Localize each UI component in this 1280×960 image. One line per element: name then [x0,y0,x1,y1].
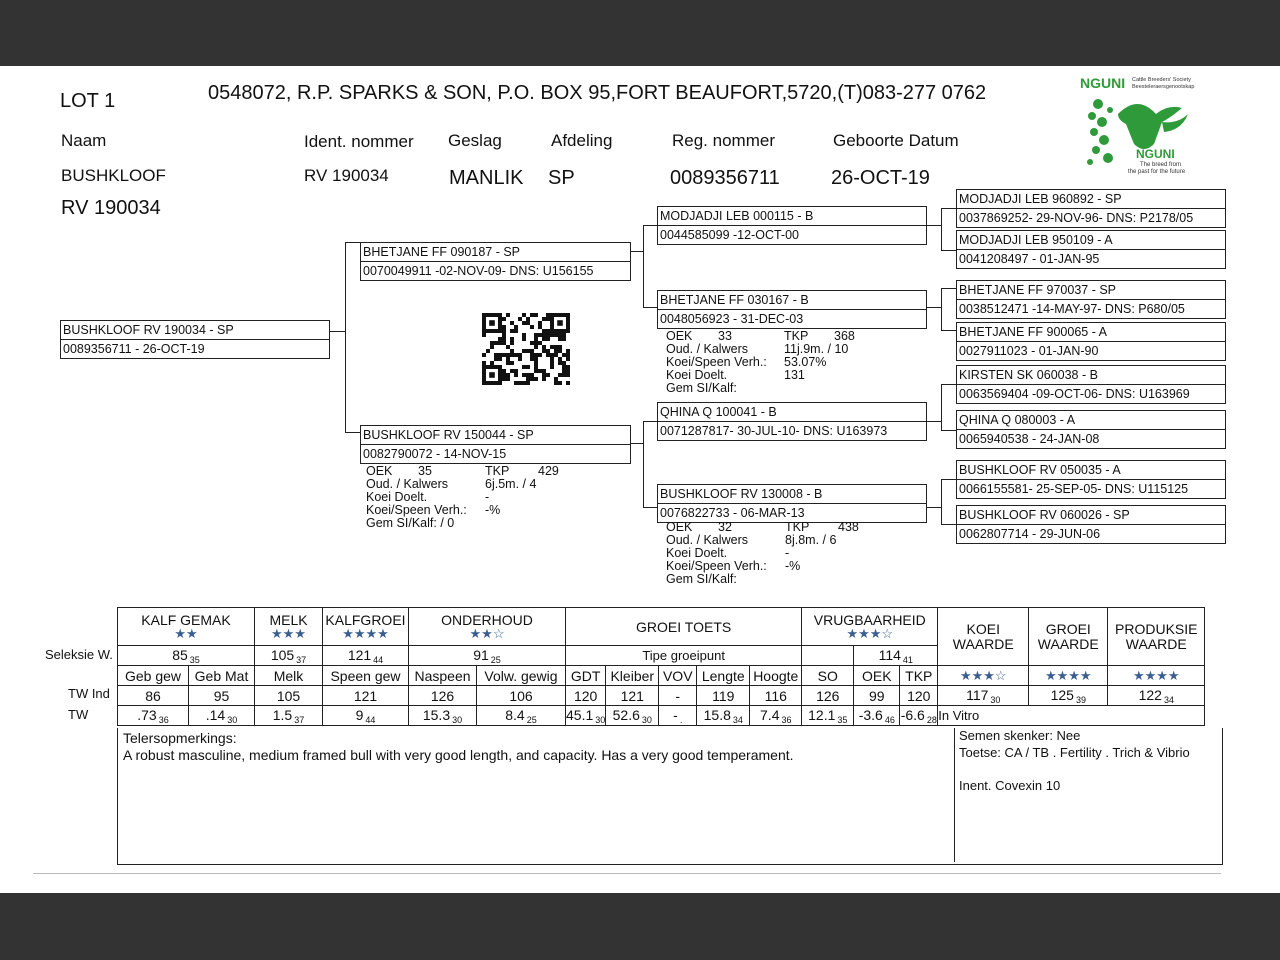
sel-empty [802,646,854,666]
ds-box [657,402,927,441]
tw-acc: 34 [732,714,743,725]
ssd-name: MODJADJI LEB 950109 - A [957,231,1225,250]
stat-value: 368 [834,329,855,343]
column-header: VOV [659,666,697,686]
tw-value [189,706,255,726]
id-large: RV 190034 [61,197,161,219]
remarks-label: Telersopmerkings: [123,730,237,746]
group-produksie-waarde: PRODUKSIE WAARDE [1108,608,1205,666]
stat-label: Gem SI/Kalf: [666,572,737,586]
dd-box [657,484,927,523]
tw-score: 7.4 [760,706,780,723]
column-header: Melk [255,666,323,686]
ds-name: QHINA Q 100041 - B [658,403,926,422]
connector [345,242,360,243]
dam-box [360,425,631,464]
stat-label: Koei Doelt. [366,490,428,504]
logo-tag1: The breed from [1140,162,1182,168]
sdd-box [956,322,1226,361]
column-header-row [118,666,1205,686]
connector [629,443,643,444]
tw-score: 45.1 [566,706,594,723]
dss-name: KIRSTEN SK 060038 - B [957,366,1225,385]
group-label: MELK [269,611,308,628]
star-rating: ★★★★ [1029,666,1108,686]
breeder-line: 0548072, R.P. SPARKS & SON, P.O. BOX 95,FORT BEAUFORT,5720,(T)083-277 0762 [208,82,987,104]
bottom-rule [33,873,1221,874]
sel-onderhoud [409,646,566,666]
waarde-value [938,686,1029,706]
qr-code [482,313,570,385]
row-label-twind: TW Ind [68,686,110,701]
column-header: GDT [566,666,606,686]
sds-name: BHETJANE FF 970037 - SP [957,281,1225,300]
performance-table [117,607,1205,726]
connector [643,507,657,508]
row-label-tw: TW [68,707,89,722]
connector [941,430,956,431]
tw-value [697,706,750,726]
tw-score: 12.1 [808,706,836,723]
tw-score: -6.6 [900,706,925,723]
dds-box [956,460,1226,499]
tw-acc: 28 [926,714,937,725]
connector [643,225,644,307]
star-rating: ★★★☆ [938,666,1029,686]
remarks-box [117,728,1223,865]
connector [925,507,941,508]
tw-ind-value: 126 [409,686,477,706]
connector [941,384,956,385]
value-geboorte: 26-OCT-19 [831,167,930,189]
dd-name: BUSHKLOOF RV 130008 - B [658,485,926,504]
tw-score: 15.8 [703,706,731,723]
sd-name: BHETJANE FF 030167 - B [658,291,926,310]
sss-reg: 0037869252- 29-NOV-96- DNS: P2178/05 [959,211,1194,225]
tw-value [118,706,189,726]
label-afdeling: Afdeling [551,131,613,150]
connector [941,524,956,525]
star-rating: ★★ [174,625,198,641]
tw-ind-value: 126 [802,686,854,706]
sel-melk [255,646,323,666]
stat-label: OEK [366,464,393,478]
logo-word2: NGUNI [1136,147,1175,161]
sel-acc: 35 [189,654,200,665]
sd-reg: 0048056923 - 31-DEC-03 [660,312,804,326]
tw-acc: 46 [884,714,895,725]
tw-ind-value: 106 [477,686,566,706]
tw-ind-value: 121 [323,686,409,706]
group-vrugbaarheid [802,608,938,646]
waarde-value [1029,686,1108,706]
column-header: TKP [900,666,938,686]
connector [925,225,941,226]
tw-acc: 44 [365,714,376,725]
tw-value [255,706,323,726]
tw-acc: 30 [595,714,606,725]
stat-label: Oud. / Kalwers [366,477,448,491]
tw-value [566,706,606,726]
group-onderhoud [409,608,566,646]
stat-value: 6j.5m. / 4 [485,477,537,491]
sel-vrug [854,646,938,666]
tw-ind-value: 120 [566,686,606,706]
logo-word: NGUNI [1080,75,1126,91]
tw-value [900,706,938,726]
stat-label: Koei/Speen Verh.: [666,355,767,369]
ss-reg: 0044585099 -12-OCT-00 [660,228,799,242]
connector [941,479,956,480]
sel-acc: 25 [490,654,501,665]
tw-score: .73 [137,706,157,723]
stat-label: Koei/Speen Verh.: [366,503,467,517]
tw-value [854,706,900,726]
label-reg: Reg. nommer [672,131,775,150]
stat-value: 53.07% [784,355,827,369]
connector [941,384,942,430]
vaccination: Inent. Covexin 10 [959,778,1061,793]
dd-reg: 0076822733 - 06-MAR-13 [660,506,805,520]
sel-kalf [118,646,255,666]
column-header: OEK [854,666,900,686]
sdd-reg: 0027911023 - 01-JAN-90 [959,344,1099,358]
group-groei-toets: GROEI TOETS [566,608,802,646]
stat-label: Koei Doelt. [666,546,728,560]
stat-value: -% [485,503,501,517]
semen-donor: Semen skenker: Nee [959,728,1081,743]
tw-value [802,706,854,726]
waarde-score: 125 [1050,686,1074,703]
dsd-name: QHINA Q 080003 - A [957,411,1225,430]
column-header: Volw. gewig [477,666,566,686]
value-naam: BUSHKLOOF [61,166,166,185]
ddd-box [956,505,1226,544]
tw-score: 52.6 [612,706,640,723]
value-ident: RV 190034 [304,166,389,185]
tw-score: -3.6 [858,706,883,723]
tw-ind-value: 86 [118,686,189,706]
ddd-name: BUSHKLOOF RV 060026 - SP [957,506,1225,525]
label-naam: Naam [61,131,107,150]
connector [941,288,956,289]
dam-reg: 0082790072 - 14-NOV-15 [363,447,507,461]
stat-label: Koei/Speen Verh.: [666,559,767,573]
connector [345,242,346,433]
group-kalfgroei [323,608,409,646]
tw-acc: 30 [641,714,652,725]
label-geboorte: Geboorte Datum [833,131,959,150]
column-header: Hoogte [750,666,802,686]
animal-reg: 0089356711 - 26-OCT-19 [63,342,205,356]
connector [941,479,942,524]
group-groei-waarde: GROEI WAARDE [1029,608,1108,666]
stat-label: TKP [784,329,809,343]
connector [925,421,941,422]
label-ident: Ident. nommer [304,132,414,151]
waarde-acc: 39 [1075,694,1086,705]
column-header: Geb Mat [189,666,255,686]
waarde-score: 122 [1138,686,1162,703]
stat-value: - [785,546,790,560]
group-koei-waarde: KOEI WAARDE [938,608,1029,666]
group-kalf-gemak [118,608,255,646]
remarks-text: A robust masculine, medium framed bull with very good length, and capacity. Has a very good temperament. [123,747,794,763]
tw-ind-value: 116 [750,686,802,706]
tw-acc: 36 [781,714,792,725]
connector [629,251,643,252]
stat-label: OEK [666,329,693,343]
stats-dam [366,465,559,530]
sel-acc: 37 [296,654,307,665]
logo-tag2: the past for the future [1128,169,1186,175]
tw-score: 15.3 [422,706,451,723]
column-header: Naspeen [409,666,477,686]
label-geslag: Geslag [448,131,502,150]
dss-reg: 0063569404 -09-OCT-06- DNS: U163969 [959,387,1190,401]
sel-value: 105 [270,646,295,663]
sire-box [360,242,631,281]
column-header: Geb gew [118,666,189,686]
star-rating: ★★★ [271,625,306,641]
waarde-value [1108,686,1205,706]
ss-box [657,206,927,245]
ssd-reg: 0041208497 - 01-JAN-95 [959,252,1100,266]
tw-score: - [673,706,678,723]
stat-label: OEK [666,520,693,534]
lot-number: LOT 1 [60,90,116,112]
group-label: VRUGBAARHEID [813,611,926,628]
column-header: Lengte [697,666,750,686]
tw-value [477,706,566,726]
tw-acc: 35 [837,714,848,725]
stat-value: 33 [718,329,732,343]
connector [941,208,956,209]
star-rating: ★★★☆ [846,625,894,641]
tw-acc: 25 [526,714,537,725]
stat-value: 32 [718,520,732,534]
sdd-name: BHETJANE FF 900065 - A [957,323,1225,342]
dsd-box [956,410,1226,449]
sel-acc: 44 [373,654,384,665]
tw-value [323,706,409,726]
dds-name: BUSHKLOOF RV 050035 - A [957,461,1225,480]
waarde-score: 117 [966,686,989,703]
waarde-acc: 34 [1163,694,1174,705]
star-rating: ★★☆ [469,625,505,641]
tw-ind-value: 105 [255,686,323,706]
stat-value: 8j.8m. / 6 [785,533,837,547]
stat-label: Gem SI/Kalf: [666,381,737,395]
sss-name: MODJADJI LEB 960892 - SP [957,190,1225,209]
stats-sd [666,330,855,395]
value-geslag: MANLIK [449,167,524,189]
stat-value: 429 [538,464,559,478]
in-vitro: In Vitro [938,706,1205,726]
value-afdeling: SP [548,167,575,189]
sire-reg: 0070049911 -02-NOV-09- DNS: U156155 [363,264,594,278]
tw-acc: 30 [452,714,463,725]
row-label-seleksie: Seleksie W. [45,647,113,662]
value-reg: 0089356711 [670,167,780,189]
tw-ind-value: 119 [697,686,750,706]
sel-value: 91 [473,646,489,663]
tw-score: 8.4 [505,706,525,723]
dam-name: BUSHKLOOF RV 150044 - SP [361,426,630,445]
stat-value: 35 [418,464,432,478]
stat-value: 11j.9m. / 10 [784,342,849,356]
tw-ind-value: 121 [606,686,659,706]
group-melk [255,608,323,646]
tw-score: 1.5 [272,706,293,723]
ddd-reg: 0062807714 - 29-JUN-06 [959,527,1101,541]
connector [941,208,942,250]
connector [643,421,644,507]
tipe-groeipunt: Tipe groeipunt [566,646,802,666]
column-header: Kleiber [606,666,659,686]
ds-reg: 0071287817- 30-JUL-10- DNS: U163973 [660,424,888,438]
stat-label: Gem SI/Kalf: / 0 [366,516,455,530]
column-header: Speen gew [323,666,409,686]
tw-ind-row [118,686,1205,706]
connector [941,288,942,330]
pedigree-sheet [0,66,1280,893]
ss-name: MODJADJI LEB 000115 - B [658,207,926,226]
tw-acc: . [679,714,683,725]
stat-label: TKP [785,520,810,534]
stat-value: 438 [838,520,859,534]
tw-acc: 30 [227,714,238,725]
dss-box [956,365,1226,404]
column-header: SO [802,666,854,686]
tw-ind-value: 99 [854,686,900,706]
sd-box [657,290,927,329]
tw-value [659,706,697,726]
connector [345,432,360,433]
tests: Toetse: CA / TB . Fertility . Trich & Vibrio [959,745,1190,760]
sss-box [956,189,1226,228]
nguni-logo [1078,74,1210,178]
sel-value: 114 [878,646,901,663]
sds-box [956,280,1226,319]
logo-line1: Cattle Breeders' Society [1132,77,1191,83]
group-label: KALF GEMAK [141,611,231,628]
waarde-acc: 30 [990,694,1001,705]
connector [941,330,956,331]
connector [329,331,345,332]
connector [643,421,657,422]
tw-value [409,706,477,726]
tw-acc: 37 [294,714,305,725]
stat-label: TKP [485,464,510,478]
stat-value: 131 [784,368,805,382]
group-label: KALFGROEI [325,611,406,628]
sire-name: BHETJANE FF 090187 - SP [361,243,630,262]
tw-value [750,706,802,726]
dds-reg: 0066155581- 25-SEP-05- DNS: U115125 [959,482,1189,496]
tw-ind-value: 95 [189,686,255,706]
sel-value: 85 [172,646,188,663]
animal-name: BUSHKLOOF RV 190034 - SP [61,321,329,340]
logo-line2: Beesteleraersgenootskap [1132,84,1195,90]
top-dark-bar [0,0,1280,66]
sel-acc: 41 [902,654,913,665]
tw-score: 9 [355,706,364,723]
ssd-box [956,230,1226,269]
tw-row [118,706,1205,726]
sel-kalfgroei [323,646,409,666]
connector [643,307,657,308]
dsd-reg: 0065940538 - 24-JAN-08 [959,432,1100,446]
animal-box [60,320,330,359]
stat-label: Koei Doelt. [666,368,728,382]
star-rating: ★★★★ [1108,666,1205,686]
tw-acc: 36 [158,714,169,725]
remarks-divider [954,728,955,862]
bottom-dark-bar [0,893,1280,960]
stat-label: Oud. / Kalwers [666,342,748,356]
tw-score: .14 [205,706,226,723]
group-label: ONDERHOUD [441,611,533,628]
stat-value: - [485,490,490,504]
tw-value [606,706,659,726]
tw-ind-value: - [659,686,697,706]
connector [925,307,941,308]
connector [941,250,956,251]
stat-value: -% [785,559,801,573]
tw-ind-value: 120 [900,686,938,706]
stats-dd [666,521,859,586]
connector [643,225,657,226]
star-rating: ★★★★ [342,625,389,641]
sds-reg: 0038512471 -14-MAY-97- DNS: P680/05 [959,302,1185,316]
stat-label: Oud. / Kalwers [666,533,748,547]
sel-value: 121 [347,646,372,663]
